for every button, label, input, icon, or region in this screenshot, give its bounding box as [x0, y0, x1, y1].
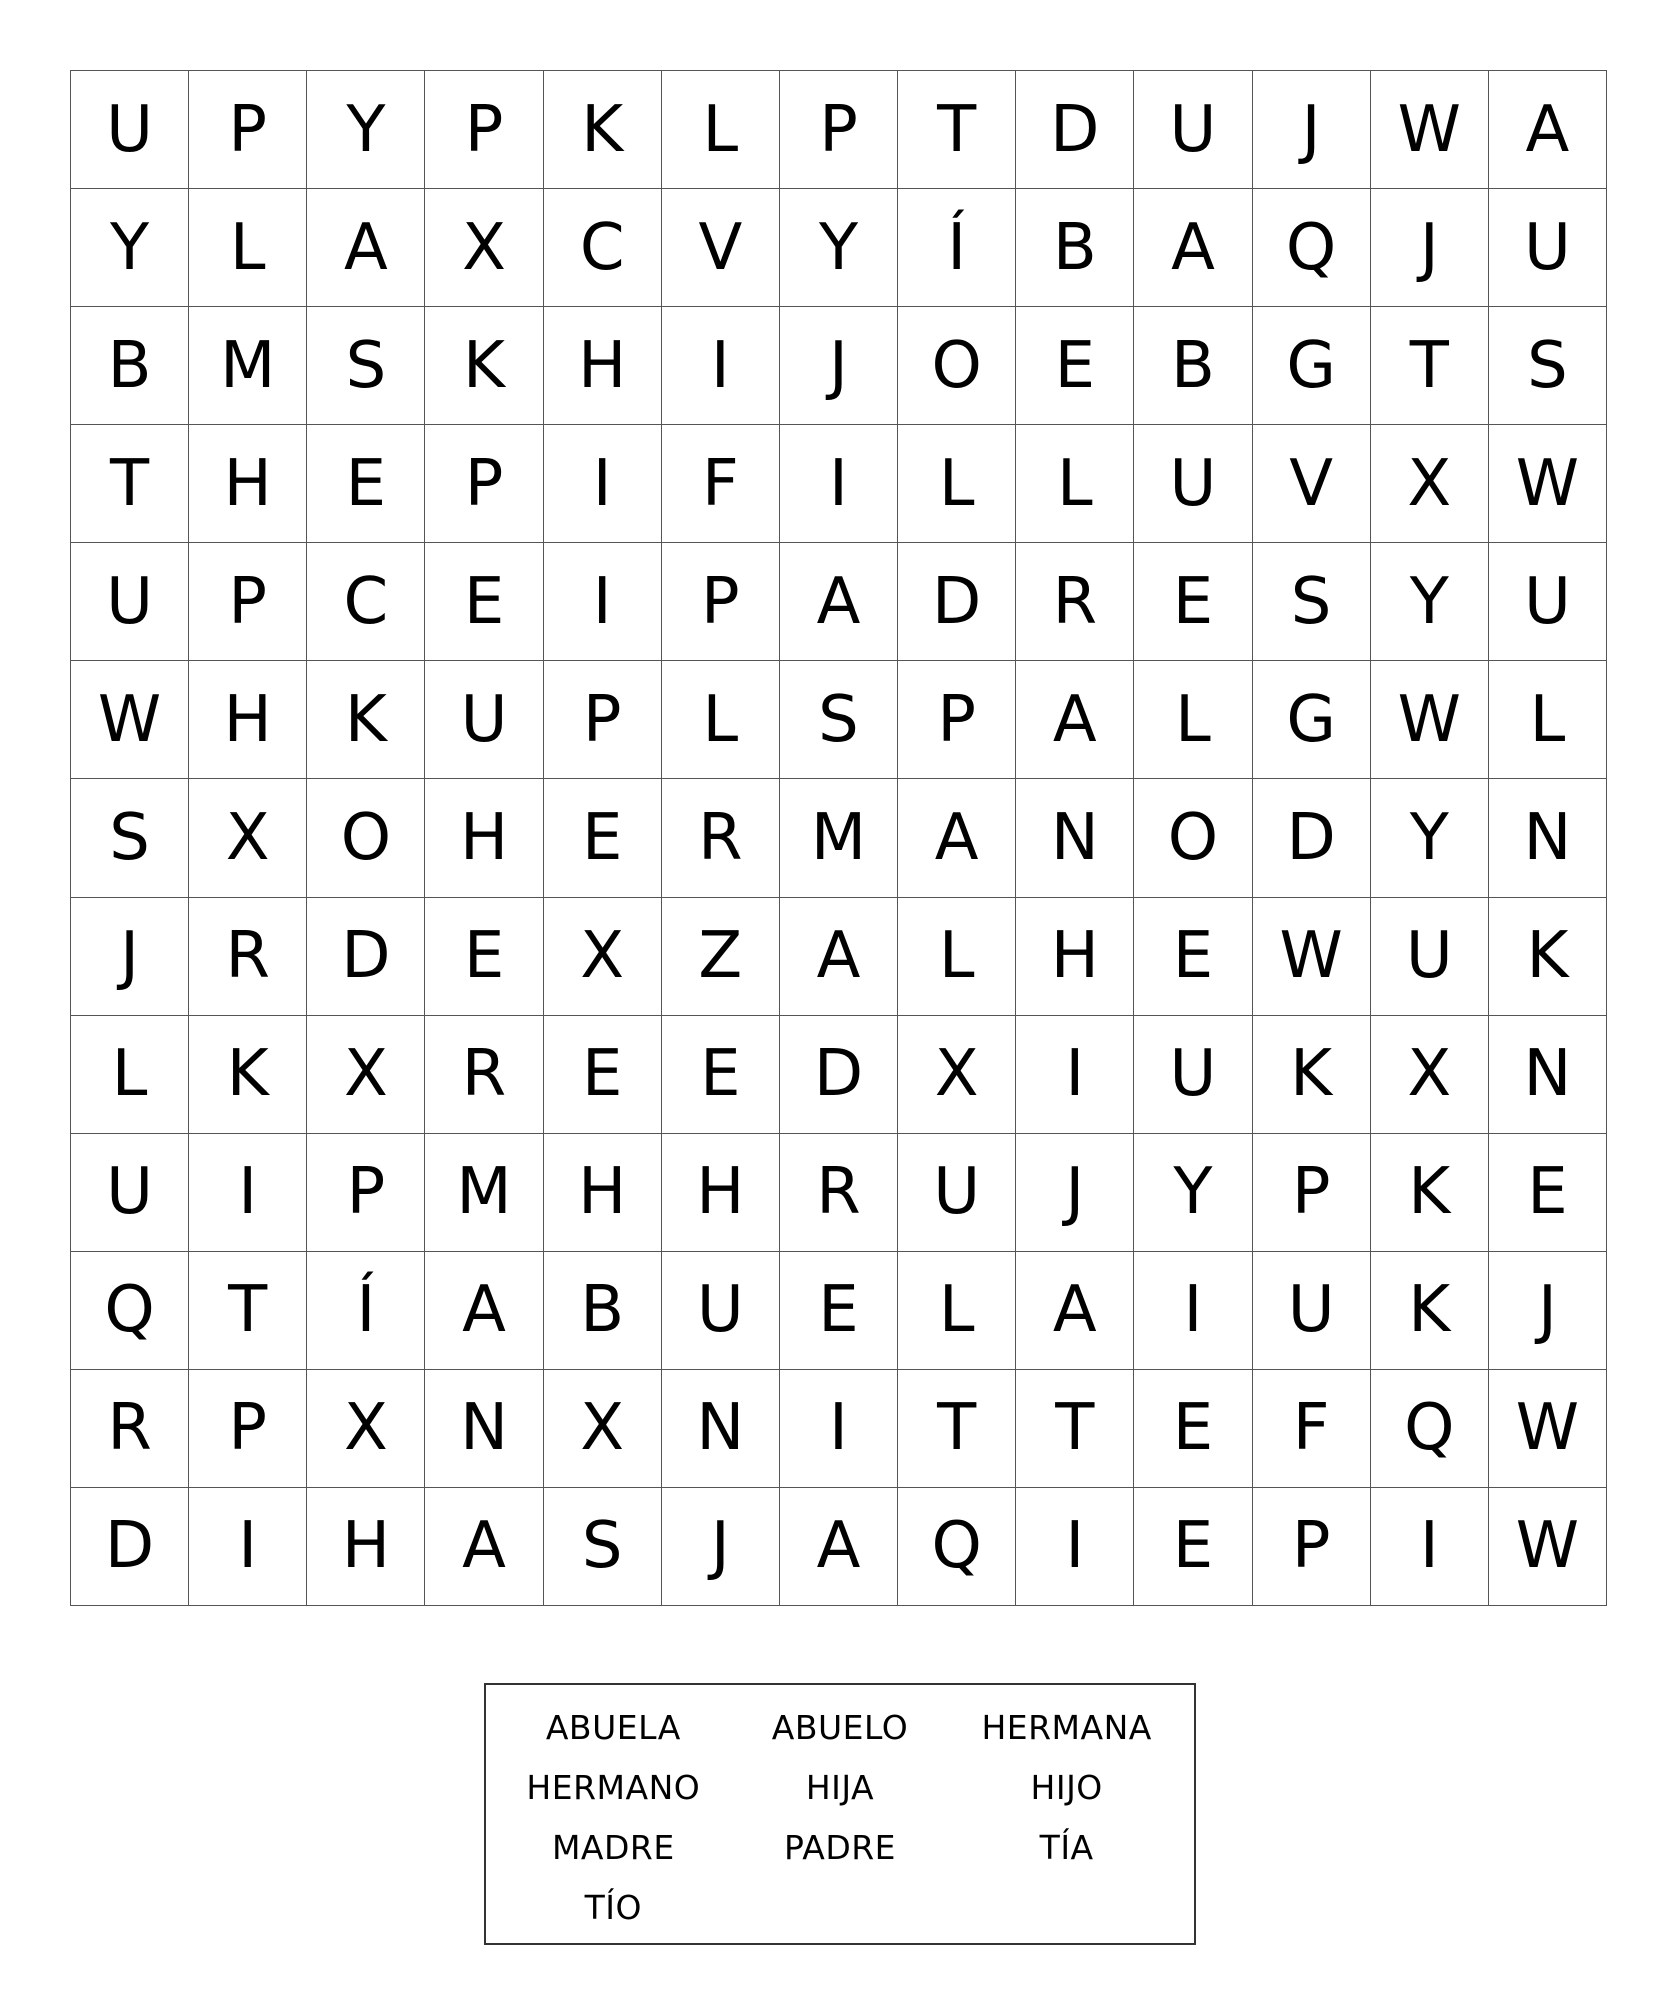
grid-cell[interactable]: X — [425, 189, 543, 307]
grid-cell[interactable]: R — [1016, 543, 1134, 661]
grid-cell[interactable]: S — [71, 779, 189, 897]
grid-cell[interactable]: A — [898, 779, 1016, 897]
grid-cell[interactable]: E — [1134, 543, 1252, 661]
grid-cell[interactable]: R — [662, 779, 780, 897]
grid-cell[interactable]: W — [1371, 71, 1489, 189]
grid-cell[interactable]: G — [1253, 661, 1371, 779]
grid-cell[interactable]: H — [1016, 898, 1134, 1016]
grid-cell[interactable]: I — [1134, 1252, 1252, 1370]
grid-cell[interactable]: L — [662, 71, 780, 189]
grid-cell[interactable]: E — [662, 1016, 780, 1134]
grid-cell[interactable]: L — [898, 898, 1016, 1016]
grid-cell[interactable]: A — [307, 189, 425, 307]
word-search-grid — [70, 70, 1607, 1606]
grid-cell[interactable]: S — [1489, 307, 1607, 425]
grid-cell[interactable]: A — [1489, 71, 1607, 189]
grid-cell[interactable]: W — [1489, 425, 1607, 543]
grid-cell[interactable]: H — [544, 307, 662, 425]
word-list-item: TÍO — [584, 1887, 643, 1927]
grid-cell[interactable]: E — [544, 779, 662, 897]
grid-cell[interactable]: I — [1371, 1488, 1489, 1606]
grid-cell[interactable]: P — [307, 1134, 425, 1252]
grid-cell[interactable]: U — [898, 1134, 1016, 1252]
grid-cell[interactable]: W — [1253, 898, 1371, 1016]
grid-cell[interactable]: E — [1489, 1134, 1607, 1252]
grid-cell[interactable]: A — [1016, 1252, 1134, 1370]
grid-cell[interactable]: P — [189, 71, 307, 189]
grid-cell[interactable]: Y — [1134, 1134, 1252, 1252]
grid-cell[interactable]: I — [780, 425, 898, 543]
grid-cell[interactable]: O — [307, 779, 425, 897]
grid-cell[interactable]: G — [1253, 307, 1371, 425]
grid-cell[interactable]: E — [1134, 1488, 1252, 1606]
grid-cell[interactable]: O — [1134, 779, 1252, 897]
word-list-item: ABUELA — [545, 1707, 681, 1747]
grid-cell[interactable]: E — [307, 425, 425, 543]
grid-cell[interactable]: C — [307, 543, 425, 661]
word-list-item: HIJO — [1030, 1767, 1103, 1807]
grid-cell[interactable]: O — [898, 307, 1016, 425]
grid-cell[interactable]: I — [189, 1134, 307, 1252]
grid-cell[interactable]: U — [1253, 1252, 1371, 1370]
grid-cell[interactable]: T — [189, 1252, 307, 1370]
grid-cell[interactable]: T — [71, 425, 189, 543]
grid-cell[interactable]: D — [71, 1488, 189, 1606]
grid-cell[interactable]: L — [1134, 661, 1252, 779]
grid-cell[interactable]: B — [1016, 189, 1134, 307]
grid-cell[interactable]: Q — [1371, 1370, 1489, 1488]
grid-cell[interactable]: H — [425, 779, 543, 897]
grid-cell[interactable]: T — [1016, 1370, 1134, 1488]
grid-cell[interactable]: A — [780, 1488, 898, 1606]
grid-cell[interactable]: N — [1489, 1016, 1607, 1134]
grid-cell[interactable]: U — [1371, 898, 1489, 1016]
grid-cell[interactable]: X — [189, 779, 307, 897]
grid-cell[interactable]: J — [1253, 71, 1371, 189]
grid-cell[interactable]: Y — [780, 189, 898, 307]
grid-cell[interactable]: D — [307, 898, 425, 1016]
word-list-item: HIJA — [805, 1767, 875, 1807]
grid-cell[interactable]: X — [544, 898, 662, 1016]
grid-cell[interactable]: I — [189, 1488, 307, 1606]
grid-cell[interactable]: U — [662, 1252, 780, 1370]
grid-cell[interactable]: R — [189, 898, 307, 1016]
grid-cell[interactable]: X — [1371, 425, 1489, 543]
word-list-item: ABUELO — [771, 1707, 909, 1747]
grid-cell[interactable]: H — [544, 1134, 662, 1252]
grid-cell[interactable]: K — [1253, 1016, 1371, 1134]
grid-cell[interactable]: P — [662, 543, 780, 661]
grid-cell[interactable]: L — [71, 1016, 189, 1134]
grid-cell[interactable]: Q — [1253, 189, 1371, 307]
grid-cell[interactable]: N — [662, 1370, 780, 1488]
grid-cell[interactable]: M — [189, 307, 307, 425]
grid-cell[interactable]: E — [1016, 307, 1134, 425]
grid-cell[interactable]: E — [425, 543, 543, 661]
grid-cell[interactable]: F — [1253, 1370, 1371, 1488]
grid-cell[interactable]: J — [1371, 189, 1489, 307]
grid-cell[interactable]: A — [425, 1252, 543, 1370]
grid-cell[interactable]: Y — [71, 189, 189, 307]
grid-cell[interactable]: D — [1016, 71, 1134, 189]
grid-cell[interactable]: R — [71, 1370, 189, 1488]
grid-cell[interactable]: W — [1371, 661, 1489, 779]
grid-cell[interactable]: R — [425, 1016, 543, 1134]
grid-cell[interactable]: W — [1489, 1370, 1607, 1488]
grid-cell[interactable]: U — [1134, 425, 1252, 543]
grid-cell[interactable]: Y — [1371, 543, 1489, 661]
grid-cell[interactable]: I — [1016, 1488, 1134, 1606]
grid-cell[interactable]: I — [662, 307, 780, 425]
grid-cell[interactable]: K — [1371, 1134, 1489, 1252]
grid-cell[interactable]: L — [898, 425, 1016, 543]
grid-cell[interactable]: X — [1371, 1016, 1489, 1134]
grid-cell[interactable]: E — [544, 1016, 662, 1134]
word-list-item: PADRE — [783, 1827, 897, 1867]
grid-cell[interactable]: Í — [898, 189, 1016, 307]
grid-cell[interactable]: N — [1489, 779, 1607, 897]
grid-cell[interactable]: B — [71, 307, 189, 425]
word-list-item: HERMANA — [981, 1707, 1152, 1747]
grid-cell[interactable]: R — [780, 1134, 898, 1252]
grid-cell[interactable]: J — [662, 1488, 780, 1606]
grid-cell[interactable]: Í — [307, 1252, 425, 1370]
grid-cell[interactable]: Y — [1371, 779, 1489, 897]
grid-cell[interactable]: L — [189, 189, 307, 307]
grid-cell[interactable]: W — [1489, 1488, 1607, 1606]
grid-cell[interactable]: S — [544, 1488, 662, 1606]
grid-cell[interactable]: E — [780, 1252, 898, 1370]
grid-cell[interactable]: P — [544, 661, 662, 779]
grid-cell[interactable]: P — [189, 1370, 307, 1488]
grid-cell[interactable]: A — [425, 1488, 543, 1606]
grid-cell[interactable]: P — [1253, 1134, 1371, 1252]
grid-cell[interactable]: V — [662, 189, 780, 307]
grid-cell[interactable]: X — [307, 1016, 425, 1134]
grid-cell[interactable]: P — [1253, 1488, 1371, 1606]
grid-cell[interactable]: F — [662, 425, 780, 543]
grid-cell[interactable]: U — [1489, 189, 1607, 307]
grid-cell[interactable]: L — [1016, 425, 1134, 543]
grid-cell[interactable]: K — [1489, 898, 1607, 1016]
grid-cell[interactable]: D — [780, 1016, 898, 1134]
grid-cell[interactable]: N — [1016, 779, 1134, 897]
grid-cell[interactable]: M — [425, 1134, 543, 1252]
grid-cell[interactable]: A — [780, 543, 898, 661]
word-list-item: MADRE — [551, 1827, 675, 1867]
grid-cell[interactable]: D — [1253, 779, 1371, 897]
grid-cell[interactable]: J — [780, 307, 898, 425]
grid-cell[interactable]: Q — [898, 1488, 1016, 1606]
grid-cell[interactable]: X — [307, 1370, 425, 1488]
grid-cell[interactable]: C — [544, 189, 662, 307]
grid-cell[interactable]: J — [1016, 1134, 1134, 1252]
grid-cell[interactable]: B — [1134, 307, 1252, 425]
grid-cell[interactable]: T — [898, 1370, 1016, 1488]
grid-cell[interactable]: P — [780, 71, 898, 189]
grid-cell[interactable]: B — [544, 1252, 662, 1370]
grid-cell[interactable]: U — [1489, 543, 1607, 661]
grid-cell[interactable]: S — [780, 661, 898, 779]
grid-cell[interactable]: I — [1016, 1016, 1134, 1134]
grid-cell[interactable]: N — [425, 1370, 543, 1488]
grid-cell[interactable]: X — [544, 1370, 662, 1488]
grid-cell[interactable]: I — [544, 425, 662, 543]
grid-cell[interactable]: H — [189, 661, 307, 779]
grid-cell[interactable]: U — [1134, 71, 1252, 189]
grid-cell[interactable]: S — [1253, 543, 1371, 661]
grid-cell[interactable]: D — [898, 543, 1016, 661]
grid-cell[interactable]: J — [71, 898, 189, 1016]
grid-cell[interactable]: K — [544, 71, 662, 189]
grid-cell[interactable]: T — [898, 71, 1016, 189]
grid-cell[interactable]: Y — [307, 71, 425, 189]
grid-cell[interactable]: K — [1371, 1252, 1489, 1370]
grid-cell[interactable]: W — [71, 661, 189, 779]
grid-cell[interactable]: E — [1134, 898, 1252, 1016]
grid-cell[interactable]: P — [898, 661, 1016, 779]
grid-cell[interactable]: U — [71, 1134, 189, 1252]
grid-cell[interactable]: L — [662, 661, 780, 779]
grid-cell[interactable]: E — [1134, 1370, 1252, 1488]
grid-cell[interactable]: L — [1489, 661, 1607, 779]
grid-cell[interactable]: A — [780, 898, 898, 1016]
grid-cell[interactable]: P — [425, 425, 543, 543]
grid-cell[interactable]: J — [1489, 1252, 1607, 1370]
word-list-item: HERMANO — [526, 1767, 701, 1807]
word-list-box — [484, 1683, 1196, 1945]
grid-cell[interactable]: Z — [662, 898, 780, 1016]
grid-cell[interactable]: Q — [71, 1252, 189, 1370]
grid-cell[interactable]: L — [898, 1252, 1016, 1370]
grid-cell[interactable]: U — [71, 71, 189, 189]
grid-cell[interactable]: P — [189, 543, 307, 661]
grid-cell[interactable]: K — [189, 1016, 307, 1134]
grid-cell[interactable]: S — [307, 307, 425, 425]
grid-cell[interactable]: U — [425, 661, 543, 779]
grid-cell[interactable]: I — [780, 1370, 898, 1488]
grid-cell[interactable]: T — [1371, 307, 1489, 425]
grid-cell[interactable]: A — [1016, 661, 1134, 779]
grid-cell[interactable]: P — [425, 71, 543, 189]
grid-cell[interactable]: V — [1253, 425, 1371, 543]
grid-cell[interactable]: K — [425, 307, 543, 425]
grid-cell[interactable]: E — [425, 898, 543, 1016]
grid-cell[interactable]: U — [71, 543, 189, 661]
word-list-item: TÍA — [1039, 1827, 1094, 1867]
grid-cell[interactable]: I — [544, 543, 662, 661]
grid-cell[interactable]: H — [307, 1488, 425, 1606]
grid-cell[interactable]: K — [307, 661, 425, 779]
grid-cell[interactable]: M — [780, 779, 898, 897]
grid-cell[interactable]: H — [189, 425, 307, 543]
grid-cell[interactable]: X — [898, 1016, 1016, 1134]
grid-cell[interactable]: A — [1134, 189, 1252, 307]
grid-cell[interactable]: H — [662, 1134, 780, 1252]
grid-cell[interactable]: U — [1134, 1016, 1252, 1134]
